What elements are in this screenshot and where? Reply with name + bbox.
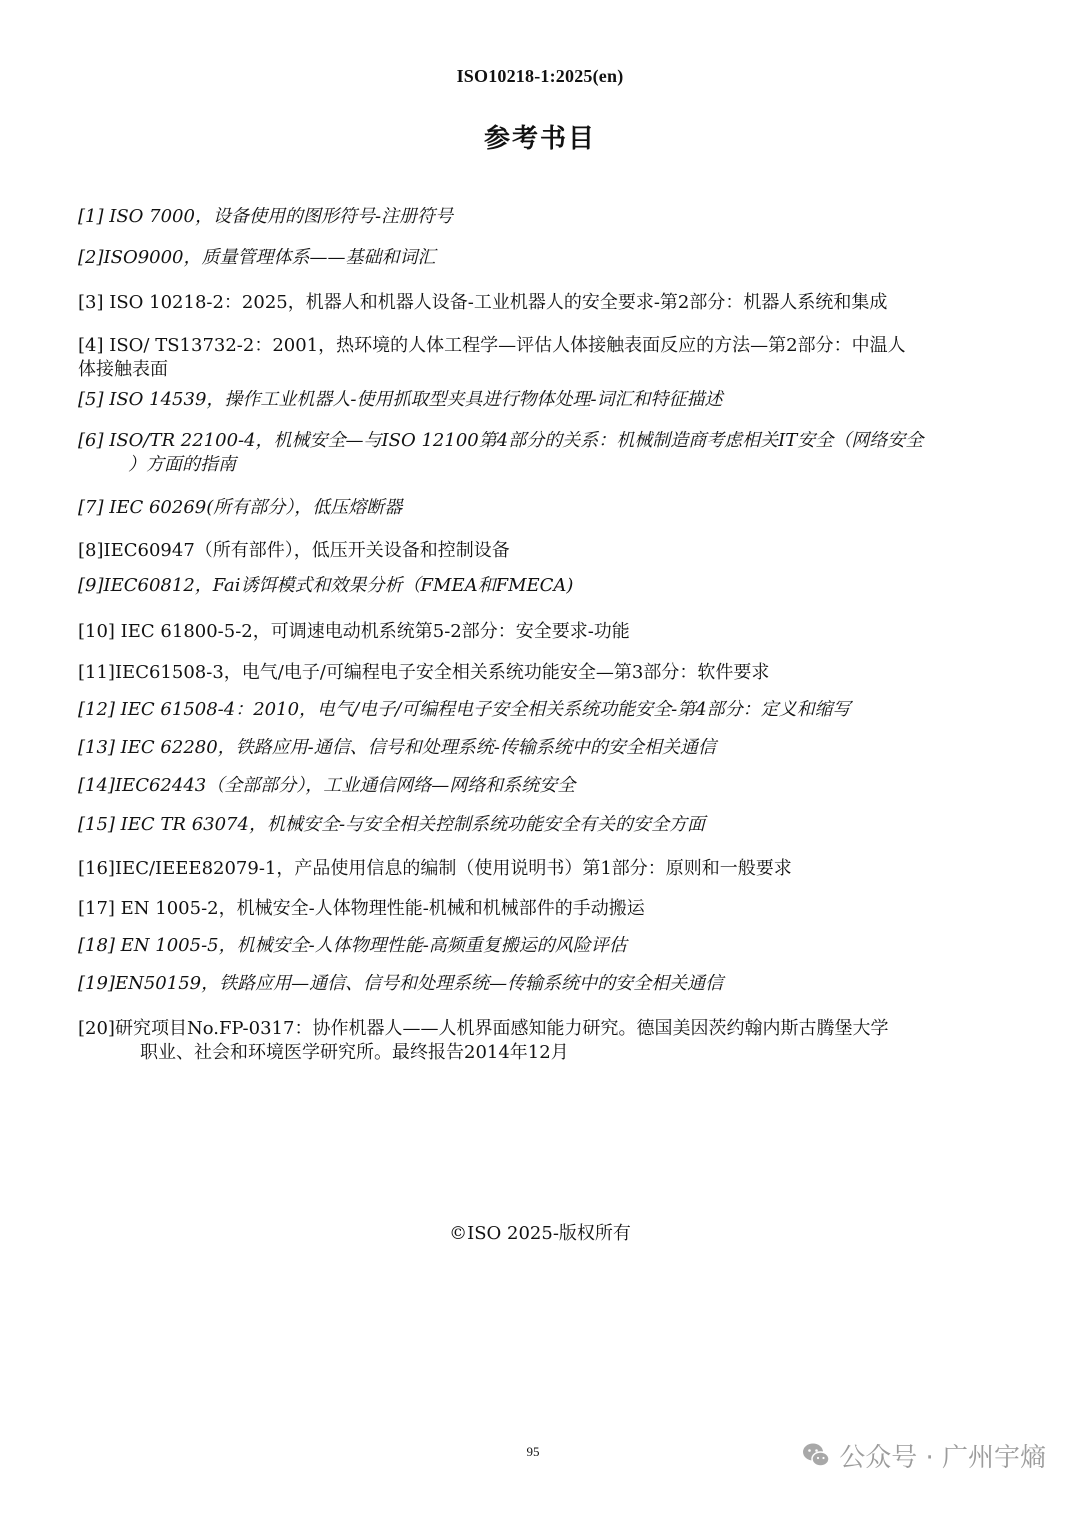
reference-line: [1] ISO 7000，设备使用的图形符号-注册符号 <box>78 206 454 227</box>
reference-line: [15] IEC TR 63074，机械安全-与安全相关控制系统功能安全有关的安全方面 <box>78 814 706 835</box>
reference-line: [3] ISO 10218-2：2025，机器人和机器人设备-工业机器人的安全要求-第2部分：机器人系统和集成 <box>78 292 888 313</box>
reference-item <box>78 388 998 412</box>
reference-line: [12] IEC 61508-4：2010，电气/电子/可编程电子安全相关系统功能安全-第4部分：定义和缩写 <box>78 699 851 720</box>
reference-line: [18] EN 1005-5，机械安全-人体物理性能-高频重复搬运的风险评估 <box>78 935 627 956</box>
reference-line: [11]IEC61508-3，电气/电子/可编程电子安全相关系统功能安全—第3部分：软件要求 <box>78 662 770 683</box>
reference-line: [19]EN50159，铁路应用—通信、信号和处理系统—传输系统中的安全相关通信 <box>78 973 724 994</box>
reference-line: [5] ISO 14539，操作工业机器人-使用抓取型夹具进行物体处理-词汇和特征描述 <box>78 389 723 410</box>
reference-line: [7] IEC 60269(所有部分），低压熔断器 <box>78 497 403 518</box>
reference-line: [13] IEC 62280，铁路应用-通信、信号和处理系统-传输系统中的安全相关通信 <box>78 737 716 758</box>
reference-line: 体接触表面 <box>78 359 168 380</box>
reference-item <box>78 1017 998 1065</box>
reference-line: [20]研究项目No.FP-0317：协作机器人——人机界面感知能力研究。德国美因茨约翰内斯古腾堡大学 <box>78 1018 889 1039</box>
reference-line: ）方面的指南 <box>128 454 236 475</box>
reference-item <box>78 291 998 315</box>
reference-item <box>78 934 998 958</box>
reference-line: [6] ISO/TR 22100-4，机械安全—与ISO 12100第4部分的关系：机械制造商考虑相关IT安全（网络安全 <box>78 430 924 451</box>
reference-item <box>78 813 998 837</box>
wechat-icon <box>801 1440 831 1470</box>
reference-item <box>78 334 998 382</box>
page-number: 95 <box>526 1444 540 1459</box>
reference-item <box>78 774 998 798</box>
reference-line: [17] EN 1005-2，机械安全-人体物理性能-机械和机械部件的手动搬运 <box>78 898 645 919</box>
reference-item <box>78 246 998 270</box>
reference-item <box>78 496 998 520</box>
reference-line: [4] ISO/ TS13732-2：2001，热环境的人体工程学—评估人体接触表面反应的方法—第2部分：中温人 <box>78 335 906 356</box>
reference-line: 职业、社会和环境医学研究所。最终报告2014年12月 <box>140 1042 569 1063</box>
reference-line: [2]ISO9000，质量管理体系——基础和词汇 <box>78 247 436 268</box>
reference-item <box>78 620 998 644</box>
copyright-notice: ©ISO 2025-版权所有 <box>449 1223 631 1244</box>
reference-line: [9]IEC60812，Fai诱饵模式和效果分析（FMEA和FMECA) <box>78 575 574 596</box>
reference-item <box>78 736 998 760</box>
reference-line: [10] IEC 61800-5-2，可调速电动机系统第5-2部分：安全要求-功能 <box>78 621 630 642</box>
reference-item <box>78 857 998 881</box>
reference-item <box>78 205 998 229</box>
page-title: 参考书目 <box>483 124 596 154</box>
reference-line: [8]IEC60947（所有部件），低压开关设备和控制设备 <box>78 540 510 561</box>
watermark-text: 公众号 · 广州宇熵 <box>839 1442 1046 1473</box>
reference-item <box>78 429 998 477</box>
watermark <box>801 1437 1046 1473</box>
reference-item <box>78 539 998 563</box>
reference-item <box>78 661 998 685</box>
reference-item <box>78 897 998 921</box>
reference-item <box>78 972 998 996</box>
reference-line: [16]IEC/IEEE82079-1，产品使用信息的编制（使用说明书）第1部分：原则和一般要求 <box>78 858 792 879</box>
reference-item <box>78 698 998 722</box>
reference-item <box>78 574 998 598</box>
standard-id: ISO10218-1:2025(en) <box>456 66 624 86</box>
reference-line: [14]IEC62443（全部部分），工业通信网络—网络和系统安全 <box>78 775 576 796</box>
